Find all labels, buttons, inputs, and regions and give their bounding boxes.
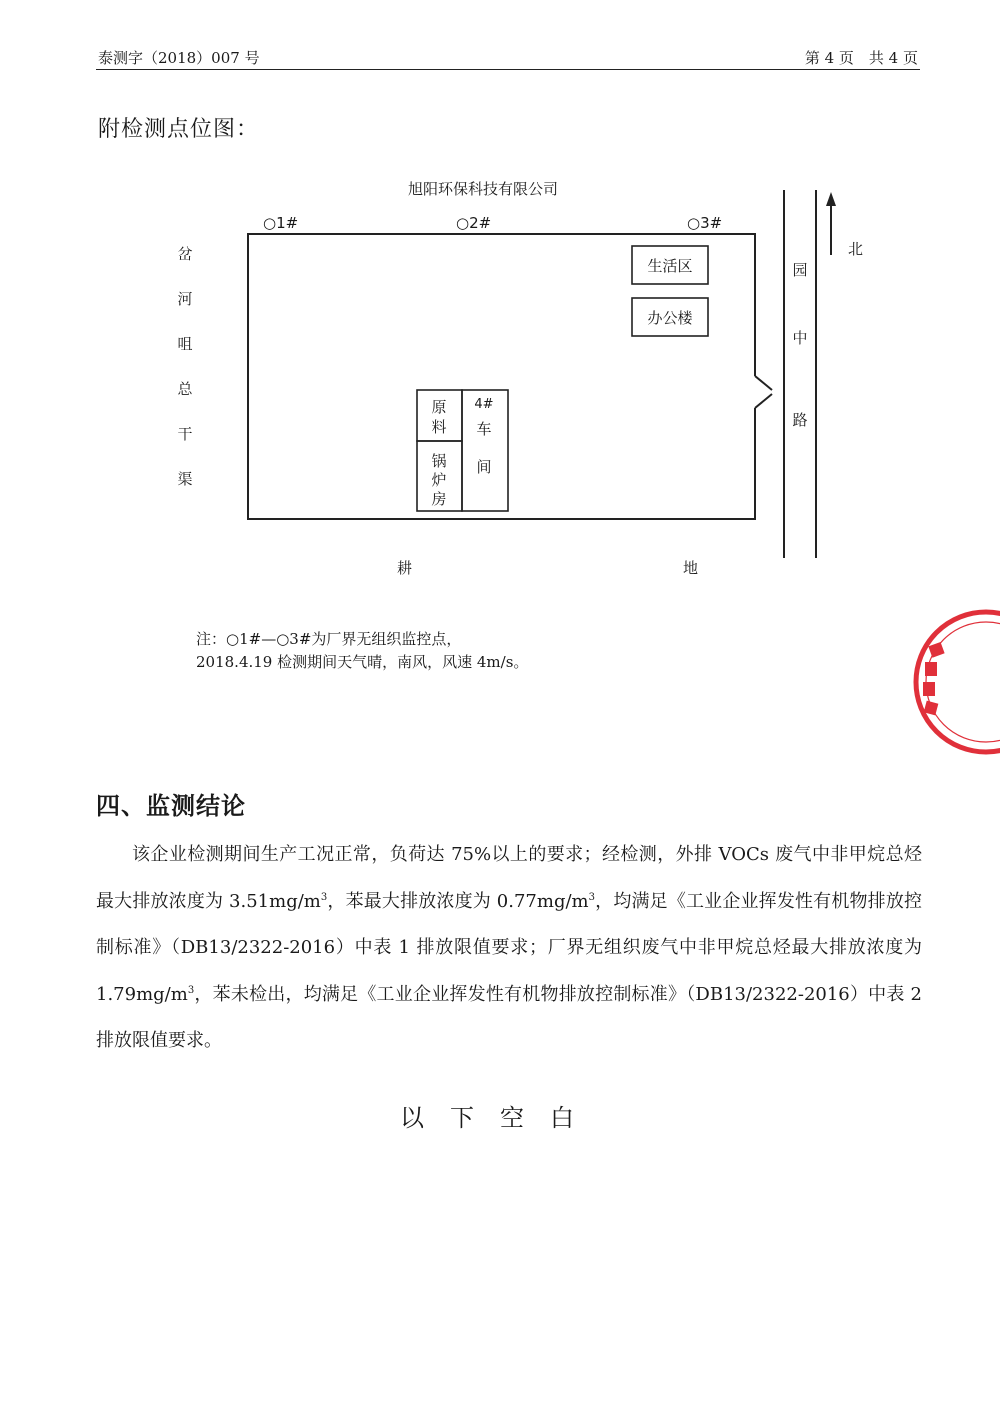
monitor-point-3: ○3#	[687, 214, 723, 232]
map-note-line-1: 注：○1#—○3#为厂界无组织监控点，	[196, 630, 462, 648]
superscript: 3	[320, 891, 328, 903]
superscript: 3	[187, 984, 195, 996]
boiler-room-label: 房	[431, 490, 447, 508]
conclusion-text-part: ，苯未检出，均满足《工业企业挥发性有机物排放控制标准》（DB13/2322-2016）中表 2 排放限值要求。	[96, 983, 922, 1051]
north-arrow-head	[826, 192, 836, 206]
west-label-char: 干	[177, 425, 193, 443]
monitor-point-2: ○2#	[456, 214, 492, 232]
living-area-label: 生活区	[647, 257, 693, 275]
workshop-label: 间	[476, 458, 492, 476]
superscript: 3	[588, 891, 595, 903]
road-label-char: 中	[792, 329, 808, 347]
west-label-char: 渠	[177, 470, 193, 488]
north-label: 北	[848, 240, 864, 258]
map-note-line-2: 2018.4.19 检测期间天气晴，南风，风速 4m/s。	[196, 653, 529, 671]
office-label: 办公楼	[647, 309, 693, 327]
south-label-char: 地	[683, 559, 699, 577]
seal-stamp-icon	[900, 604, 1000, 760]
road-label-char: 园	[792, 261, 808, 279]
west-label-char: 河	[177, 290, 193, 308]
conclusion-text-part: 该企业检测期间生产工况正常，负荷达 75%以上的要求；经检测，外排 VOCs 废气中非甲烷总烃最大排放浓度为 3.51mg/m	[96, 844, 922, 912]
workshop-label: 4#	[474, 397, 494, 412]
company-name: 旭阳环保科技有限公司	[407, 180, 558, 198]
map-section-title: 附检测点位图：	[98, 117, 260, 142]
west-label-char: 岔	[177, 245, 193, 263]
monitor-point-1: ○1#	[263, 214, 299, 232]
workshop-label: 车	[476, 420, 492, 438]
raw-material-label: 料	[431, 418, 447, 436]
gate-line-top	[755, 376, 772, 390]
south-label-char: 耕	[397, 559, 413, 577]
conclusion-title: 四、监测结论	[96, 792, 246, 820]
site-map-lines	[0, 0, 1000, 620]
conclusion-text-part: ，均满足《工业企业挥发性有机物排放控制标准》（DB13/2322-2016）中表 1 排放限值要求；厂界无组织废气中非甲烷总烃最大排放浓度为 1.79mg/m	[96, 890, 923, 1005]
document-number: 泰测字（2018）007 号	[98, 49, 260, 67]
gate-line-bottom	[755, 394, 772, 408]
page-info: 第 4 页 共 4 页	[804, 49, 918, 67]
west-label-char: 咀	[177, 335, 193, 353]
raw-material-label: 原	[431, 398, 447, 416]
boiler-room-label: 锅	[431, 452, 447, 470]
conclusion-text-part: ，苯最大排放浓度为 0.77mg/m	[327, 890, 589, 912]
road-label-char: 路	[792, 411, 808, 429]
conclusion-paragraph	[96, 832, 922, 1065]
factory-boundary	[248, 234, 755, 519]
west-label-char: 总	[177, 380, 193, 398]
blank-below-marker: 以下空白	[400, 1104, 600, 1132]
boiler-room-label: 炉	[431, 471, 447, 489]
